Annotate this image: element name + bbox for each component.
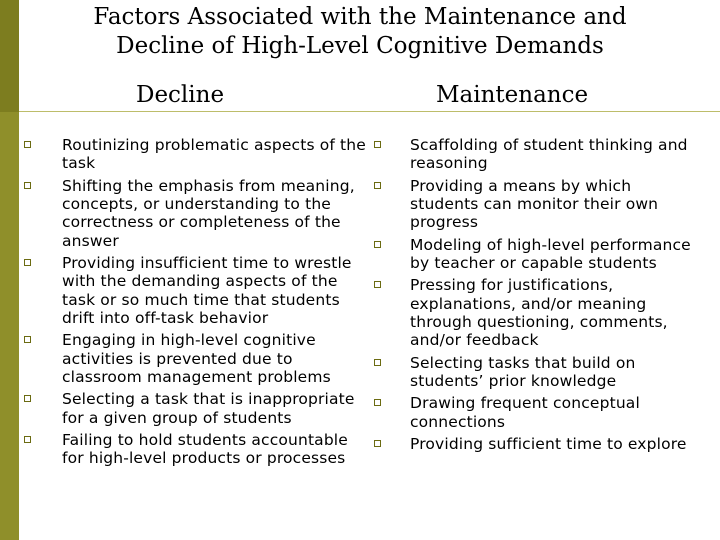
decline-heading: Decline <box>136 82 225 108</box>
maintenance-item <box>374 354 699 391</box>
accent-side-bar-top <box>0 0 19 112</box>
maintenance-item <box>374 177 699 232</box>
square-bullet-icon <box>24 395 31 402</box>
decline-item <box>24 431 369 468</box>
square-bullet-icon <box>24 259 31 266</box>
maintenance-item-text: Modeling of high-level performance by teacher or capable students <box>410 235 691 273</box>
square-bullet-icon <box>374 399 381 406</box>
maintenance-item <box>374 236 699 273</box>
square-bullet-icon <box>374 281 381 288</box>
slide-title <box>40 3 680 61</box>
title-line-2: Decline of High-Level Cognitive Demands <box>116 33 604 59</box>
decline-item <box>24 254 369 328</box>
maintenance-item <box>374 435 699 453</box>
decline-item-text: Engaging in high-level cognitive activities is prevented due to classroom management problems <box>62 331 331 387</box>
maintenance-item-text: Providing sufficient time to explore <box>410 434 687 453</box>
maintenance-item <box>374 276 699 350</box>
maintenance-list <box>374 136 699 453</box>
maintenance-item-text: Scaffolding of student thinking and reasoning <box>410 136 688 173</box>
header-divider <box>19 111 720 112</box>
decline-item-text: Providing insufficient time to wrestle with the demanding aspects of the task or so much time that students drift into off-task behavior <box>62 254 352 328</box>
square-bullet-icon <box>374 359 381 366</box>
square-bullet-icon <box>374 141 381 148</box>
decline-column <box>24 136 369 472</box>
decline-item-text: Selecting a task that is inappropriate for a given group of students <box>62 390 355 427</box>
maintenance-item <box>374 136 699 173</box>
square-bullet-icon <box>24 336 31 343</box>
decline-item <box>24 136 369 173</box>
square-bullet-icon <box>374 182 381 189</box>
decline-list <box>24 136 369 468</box>
square-bullet-icon <box>24 436 31 443</box>
square-bullet-icon <box>374 241 381 248</box>
square-bullet-icon <box>374 440 381 447</box>
title-line-1: Factors Associated with the Maintenance and <box>93 4 627 30</box>
decline-item <box>24 331 369 386</box>
decline-item-text: Failing to hold students accountable for high-level products or processes <box>62 431 348 468</box>
decline-item <box>24 177 369 251</box>
maintenance-item-text: Pressing for justifications, explanations, and/or meaning through questioning, comments, and/or feedback <box>410 276 668 350</box>
decline-item-text: Shifting the emphasis from meaning, concepts, or understanding to the correctness or completeness of the answer <box>62 176 355 250</box>
maintenance-item-text: Selecting tasks that build on students’ prior knowledge <box>410 353 636 391</box>
maintenance-item <box>374 394 699 431</box>
maintenance-item-text: Providing a means by which students can monitor their own progress <box>410 176 659 232</box>
square-bullet-icon <box>24 141 31 148</box>
maintenance-column <box>374 136 699 457</box>
square-bullet-icon <box>24 182 31 189</box>
decline-item-text: Routinizing problematic aspects of the task <box>62 136 366 173</box>
decline-item <box>24 390 369 427</box>
maintenance-item-text: Drawing frequent conceptual connections <box>410 394 640 431</box>
maintenance-heading: Maintenance <box>436 82 589 108</box>
